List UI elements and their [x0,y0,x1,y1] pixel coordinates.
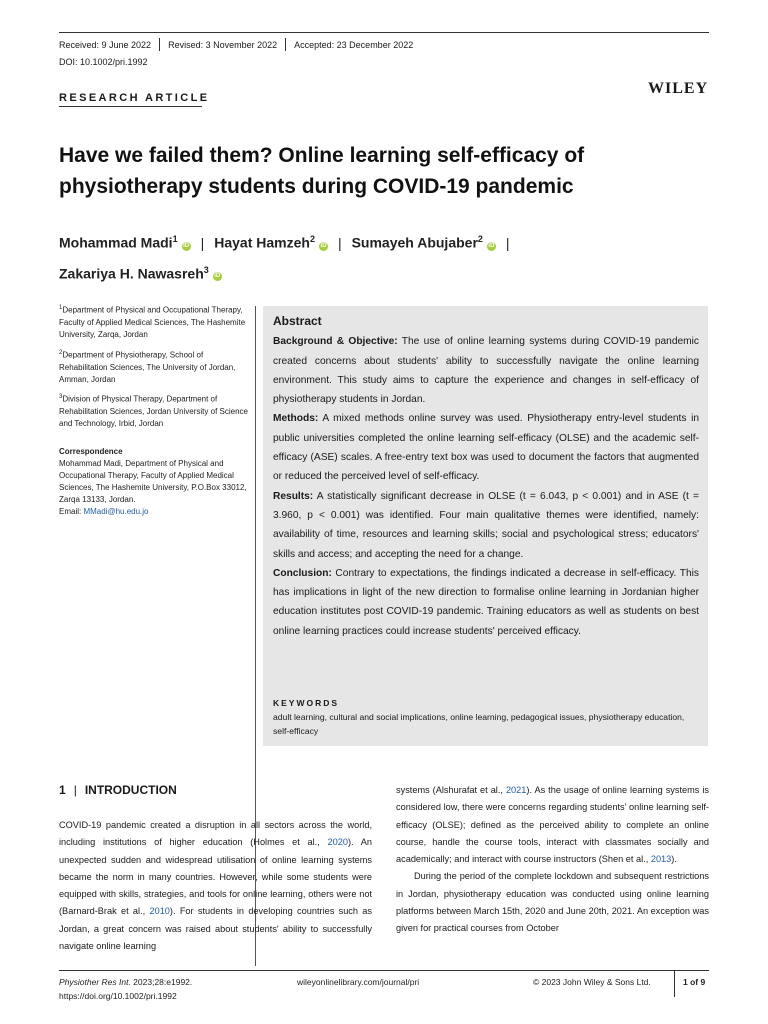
methods-text: A mixed methods online survey was used. Physiotherapy entry-level students in public universities completed the online learning self-efficacy (OLSE) and the academic self-efficacy (ASE) scales. A free-entry text box was used to document the factors that augmented or reduced the perceived level of self-efficacy. [273,413,699,483]
footer-citation [59,977,192,987]
citation-link[interactable]: 2013 [650,854,672,865]
abstract-box [263,306,708,746]
correspondence [59,446,249,518]
header-rule [59,32,709,33]
section-heading [59,783,177,797]
footer-website[interactable]: wileyonlinelibrary.com/journal/pri [297,977,420,987]
article-title: Have we failed them? Online learning self-efficacy of physiotherapy students during COVID-19 pandemic [59,144,585,198]
author-affiliation-marker: 2 [309,234,315,244]
author-separator: | [505,234,510,251]
affiliation-marker: 1 [59,305,63,311]
email-link[interactable]: MMadi@hu.edu.jo [83,507,149,516]
affiliation-marker: 3 [59,394,63,400]
author-separator: | [200,234,205,251]
section-title: INTRODUCTION [84,783,177,797]
body-right-column [396,782,709,938]
revised-date: Revised: 3 November 2022 [168,39,278,50]
affiliation-text: Department of Physical and Occupational Therapy, Faculty of Applied Medical Sciences, The Hashemite University, Zarqa, Jordan [59,305,246,339]
abstract-heading: Abstract [273,314,322,328]
doi: DOI: 10.1002/pri.1992 [59,57,148,67]
separator [285,38,286,51]
affiliation [59,391,249,430]
orcid-icon[interactable]: iD [214,273,221,280]
keywords [273,696,699,738]
keywords-heading: KEYWORDS [273,698,340,708]
section-number: 1 [59,783,66,797]
author-name: Zakariya H. Nawasreh [59,265,204,282]
email-label: Email: [59,507,84,516]
methods-label: Methods: [273,413,319,425]
footer-copyright: © 2023 John Wiley & Sons Ltd. [533,977,651,987]
affiliation [59,302,249,341]
citation-details: 2023;28:e1992. [130,977,193,987]
separator [159,38,160,51]
paragraph-text: ). For students in developing countries such as Jordan, a great concern was raised about students' ability to successfully navigate online learning [59,906,372,952]
footer-doi[interactable]: https://doi.org/10.1002/pri.1992 [59,991,177,1001]
background-text: The use of online learning systems during COVID-19 pandemic created concerns about students' ability to successfully navigate the online learning environment. This study aims to capture the experience and changes in self-efficacy of physiotherapy students in Jordan. [273,336,699,406]
paragraph-text: ). As the usage of online learning systems is considered low, there were concerns regarding students' online learning self-efficacy (OLSE); defined as the perceived ability to complete an online course, handle the course tools, interact with classmates socially and academically; and interact with course instructors (Shen et al., [396,785,710,865]
paragraph-text: ). An unexpected sudden and widespread utilisation of online learning systems became the norm in many countries. However, while some students were equipped with skills, strategies, and tools for online learning, others were not (Barnard-Brak et al., [59,837,372,917]
article-type: RESEARCH ARTICLE [59,92,210,104]
abstract-results [273,487,699,564]
body-left-column [59,817,372,955]
journal-name: Physiother Res Int. [59,977,131,987]
author-separator: | [337,234,342,251]
paragraph-text: ). [671,854,677,865]
affiliation-marker: 2 [59,350,63,356]
citation-link[interactable]: 2010 [149,906,170,917]
paragraph [396,782,709,868]
accepted-date: Accepted: 23 December 2022 [294,39,414,50]
author-affiliation-marker: 3 [203,264,209,275]
paragraph-text: systems (Alshurafat et al., [396,785,506,795]
citation-link[interactable]: 2020 [327,837,348,848]
correspondence-heading: Correspondence [59,447,123,456]
received-date: Received: 9 June 2022 [59,39,152,50]
citation-link[interactable]: 2021 [505,785,527,795]
author-affiliation-marker: 2 [477,234,483,244]
affiliation-text: Department of Physiotherapy, School of Rehabilitation Sciences, The University of Jordan, Amman, Jordan [59,350,236,384]
results-label: Results: [273,490,314,502]
orcid-icon[interactable]: iD [320,242,327,249]
article-type-underline [59,106,202,107]
background-label: Background & Objective: [273,336,398,348]
affiliation-text: Division of Physical Therapy, Department of Rehabilitation Sciences, Jordan University of Science and Technology, Irbid, Jordan [59,394,248,428]
affiliation [59,347,249,386]
paragraph: During the period of the complete lockdown and subsequent restrictions in Jordan, physiotherapy education was conducted using online learning platforms between March 15th, 2020 and June 20th, 2021. An exception was given for practical courses from October [396,871,709,934]
abstract-body [273,312,699,641]
page-number: 1 of 9 [683,977,706,987]
footer-separator [674,971,675,997]
abstract-background [273,332,699,409]
author-name: Sumayeh Abujaber [351,234,478,251]
author-list [59,226,709,287]
orcid-icon[interactable]: iD [488,242,495,249]
conclusion-text: Contrary to expectations, the findings indicated a decrease in self-efficacy. This has implications in light of the new direction to formalise online learning in Jordanian higher education institutes post COVID-19 pandemic. Training educators as well as students on best online learning practices could increase students' perceived efficacy. [273,567,699,637]
author-name: Hayat Hamzeh [214,234,310,251]
author-affiliation-marker: 1 [172,234,178,244]
conclusion-label: Conclusion: [273,567,332,579]
paragraph-text: COVID-19 pandemic created a disruption in all sectors across the world, including institutions of higher education (Holmes et al., [59,820,372,848]
footer-rule [59,970,709,971]
section-separator: | [73,783,77,797]
author-name: Mohammad Madi [59,234,173,251]
publication-dates [59,38,413,51]
abstract-conclusion [273,564,699,641]
abstract-methods [273,409,699,486]
correspondence-address: Mohammad Madi, Department of Physical and Occupational Therapy, Faculty of Applied Medical Sciences, The Hashemite University, P.O.Box 33012, Zarqa 13133, Jordan. [59,459,247,504]
orcid-icon[interactable]: iD [183,242,190,249]
results-text: A statistically significant decrease in OLSE (t = 6.043, p < 0.001) and in ASE (t = 3.960, p < 0.001) was identified. Four main qualitative themes were identified, namely: availability of time, resources and learning skills; social and psychological stress; educators' skills and access; and accepting the need for a change. [273,490,699,560]
keywords-list: adult learning, cultural and social implications, online learning, pedagogical issues, physiotherapy education, self-efficacy [273,712,685,736]
publisher-logo: WILEY [648,80,709,97]
